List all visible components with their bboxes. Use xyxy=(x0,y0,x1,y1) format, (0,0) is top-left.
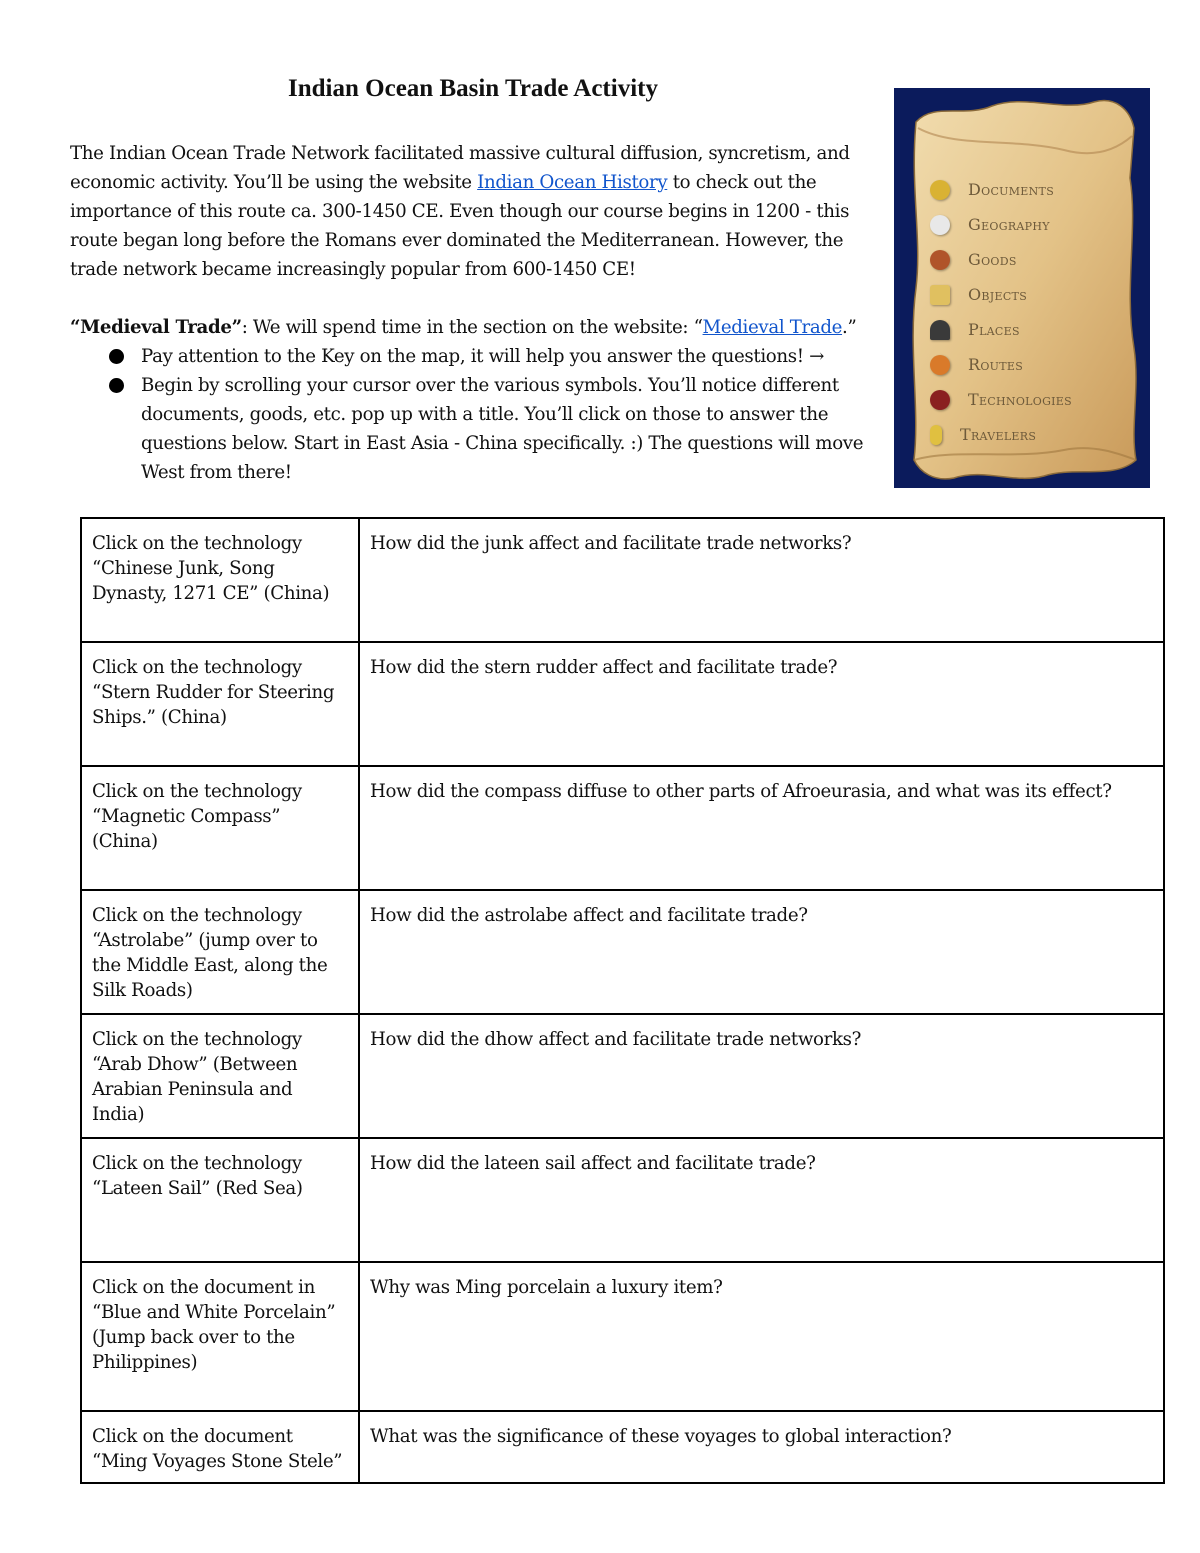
section-text-2: .” xyxy=(842,317,857,338)
section-paragraph xyxy=(70,313,876,342)
bullet-icon xyxy=(109,378,124,393)
prompt-cell: Click on the technology “Astrolabe” (jump over to the Middle East, along the Silk Roads) xyxy=(81,890,359,1014)
question-cell[interactable] xyxy=(359,1138,1164,1262)
globe-icon xyxy=(930,215,950,235)
question-table xyxy=(80,517,1165,1484)
question-cell[interactable] xyxy=(359,890,1164,1014)
section-text-1: : We will spend time in the section on the website: “ xyxy=(241,317,703,338)
goods-icon xyxy=(930,250,950,270)
prompt-cell: Click on the technology “Stern Rudder for Steering Ships.” (China) xyxy=(81,642,359,766)
table-row xyxy=(81,518,1164,642)
key-item-routes: Routes xyxy=(930,347,1140,382)
map-key-image xyxy=(894,88,1150,488)
key-item-documents: Documents xyxy=(930,172,1140,207)
prompt-cell: Click on the document “Ming Voyages Stone Stele” xyxy=(81,1411,359,1483)
table-row xyxy=(81,1014,1164,1138)
instruction-list xyxy=(70,342,876,487)
question-text: How did the dhow affect and facilitate trade networks? xyxy=(370,1029,862,1050)
table-row xyxy=(81,890,1164,1014)
question-cell[interactable] xyxy=(359,766,1164,890)
intro-section xyxy=(70,139,876,487)
question-text: Why was Ming porcelain a luxury item? xyxy=(370,1277,723,1298)
question-text: How did the compass diffuse to other parts of Afroeurasia, and what was its effect? xyxy=(370,781,1112,802)
page-title: Indian Ocean Basin Trade Activity xyxy=(288,75,658,102)
medieval-trade-link[interactable]: Medieval Trade xyxy=(702,317,843,338)
bullet-icon xyxy=(109,349,124,364)
prompt-cell: Click on the document in “Blue and White Porcelain” (Jump back over to the Philippines) xyxy=(81,1262,359,1411)
arch-icon xyxy=(930,320,950,340)
prompt-cell: Click on the technology “Lateen Sail” (Red Sea) xyxy=(81,1138,359,1262)
intro-text-2: to check out the importance of this route ca. 300-1450 CE. Even though our course begins in 1200 - this route began long before the Romans ever dominated the Mediterranean. However, the trade network became increasingly popular from 600-1450 CE! xyxy=(70,172,850,280)
list-item xyxy=(70,371,876,487)
section-label: “Medieval Trade” xyxy=(70,317,242,338)
question-cell[interactable] xyxy=(359,1014,1164,1138)
question-text: How did the junk affect and facilitate trade networks? xyxy=(370,533,852,554)
question-cell[interactable] xyxy=(359,518,1164,642)
key-item-travelers: Travelers xyxy=(930,417,1140,452)
cube-icon xyxy=(930,285,950,305)
question-cell[interactable] xyxy=(359,642,1164,766)
question-cell[interactable] xyxy=(359,1411,1164,1483)
intro-text-1: The Indian Ocean Trade Network facilitated massive cultural diffusion, syncretism, and economic activity. You’ll be using the website xyxy=(70,143,850,193)
indian-ocean-history-link[interactable]: Indian Ocean History xyxy=(477,172,668,193)
prompt-cell: Click on the technology “Magnetic Compass” (China) xyxy=(81,766,359,890)
table-row xyxy=(81,766,1164,890)
gear-icon xyxy=(930,390,950,410)
key-item-goods: Goods xyxy=(930,242,1140,277)
table-row xyxy=(81,1138,1164,1262)
bullet-text: Begin by scrolling your cursor over the various symbols. You’ll notice different documents, goods, etc. pop up with a title. You’ll click on those to answer the questions below. Start in East Asia - China specifically. :) The questions will move West from there! xyxy=(141,375,864,483)
list-item xyxy=(70,342,876,371)
table-row xyxy=(81,1411,1164,1483)
intro-paragraph xyxy=(70,139,876,284)
key-item-geography: Geography xyxy=(930,207,1140,242)
question-text: What was the significance of these voyages to global interaction? xyxy=(370,1426,952,1447)
prompt-cell: Click on the technology “Chinese Junk, Song Dynasty, 1271 CE” (China) xyxy=(81,518,359,642)
table-row xyxy=(81,1262,1164,1411)
scroll-icon xyxy=(930,180,950,200)
prompt-cell: Click on the technology “Arab Dhow” (Between Arabian Peninsula and India) xyxy=(81,1014,359,1138)
question-text: How did the stern rudder affect and facilitate trade? xyxy=(370,657,838,678)
table-row xyxy=(81,642,1164,766)
question-text: How did the lateen sail affect and facilitate trade? xyxy=(370,1153,816,1174)
key-item-places: Places xyxy=(930,312,1140,347)
bullet-text: Pay attention to the Key on the map, it will help you answer the questions! → xyxy=(141,346,825,367)
traveler-icon xyxy=(930,425,942,445)
key-item-objects: Objects xyxy=(930,277,1140,312)
question-cell[interactable] xyxy=(359,1262,1164,1411)
route-icon xyxy=(930,355,950,375)
question-text: How did the astrolabe affect and facilitate trade? xyxy=(370,905,808,926)
key-item-technologies: Technologies xyxy=(930,382,1140,417)
map-key-menu xyxy=(930,172,1140,452)
